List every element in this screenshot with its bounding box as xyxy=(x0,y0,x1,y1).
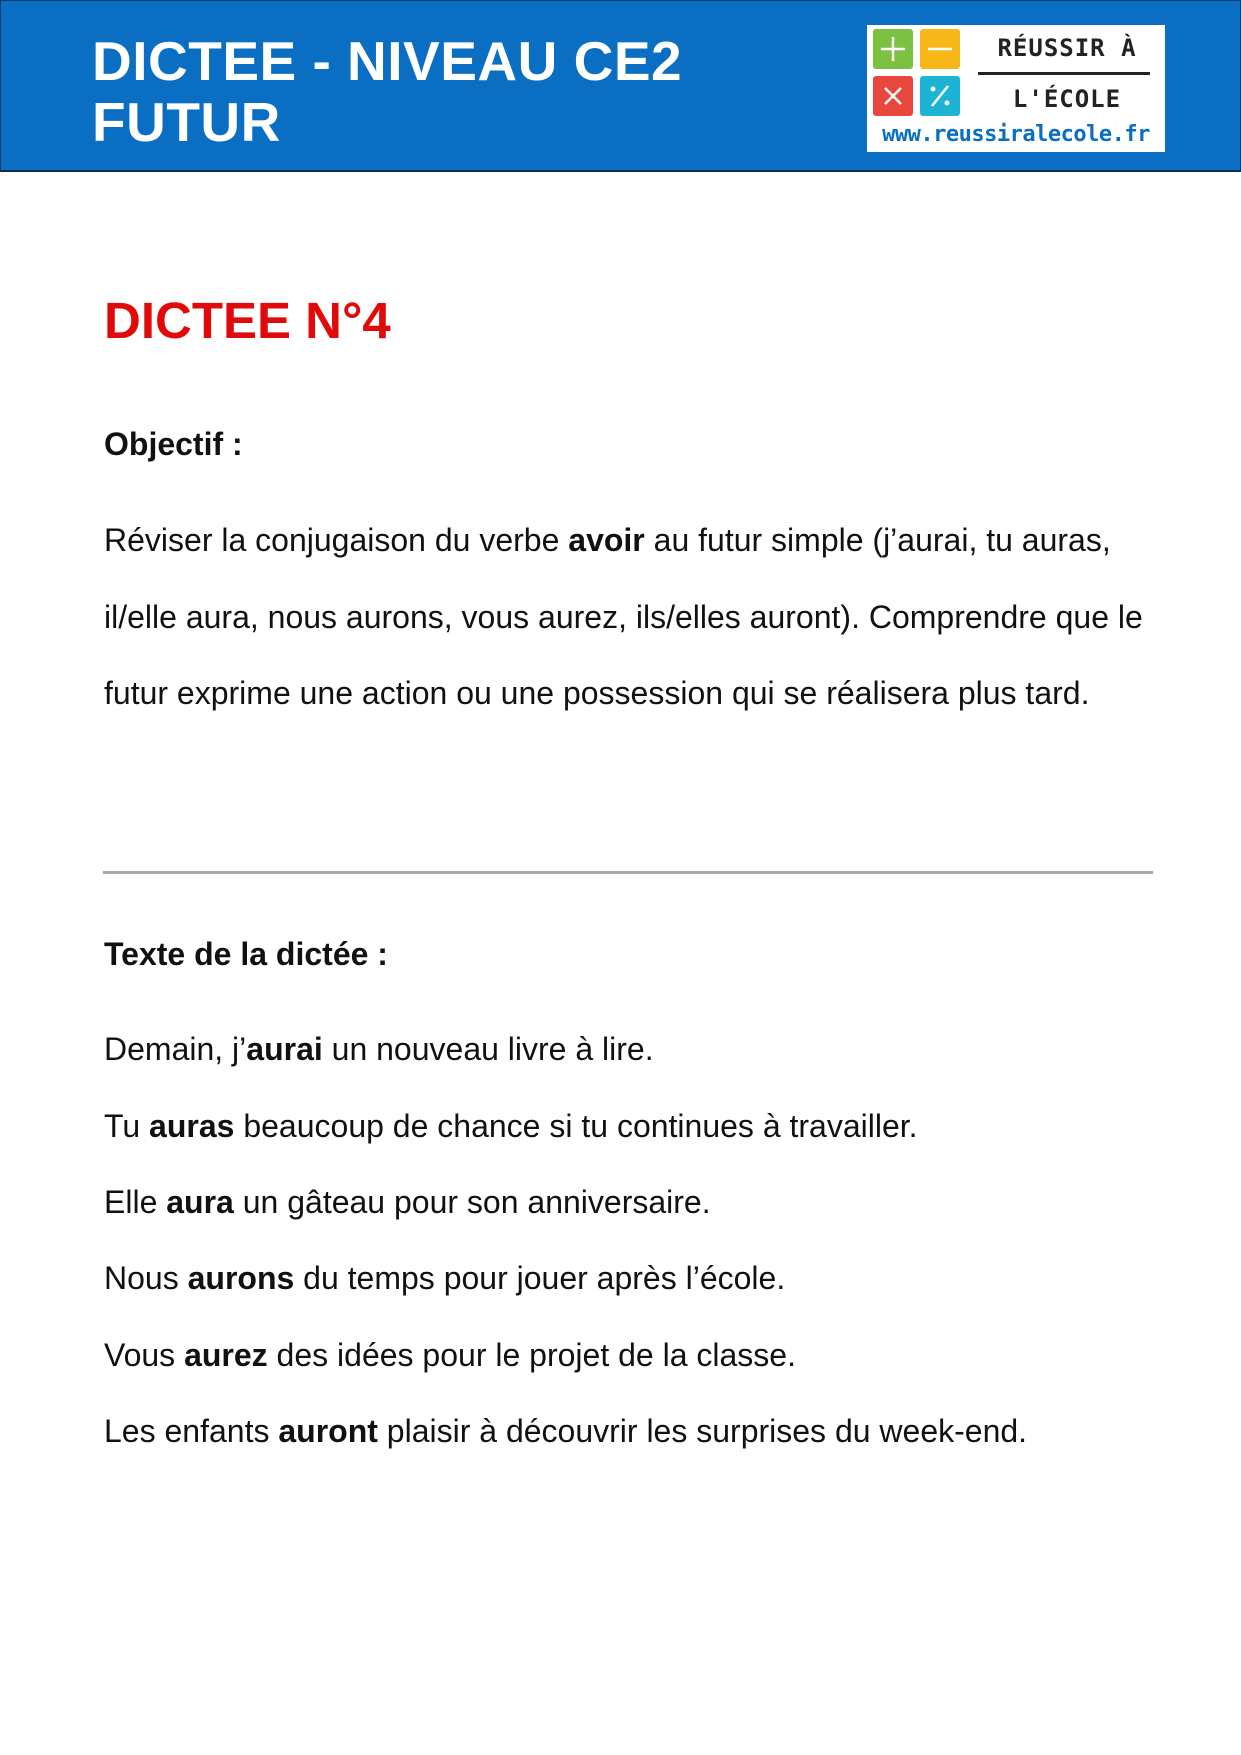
objectif-text-after: au futur simple (j’aurai, tu auras, il/elle aura, nous aurons, vous aurez, ils/elles auront). Comprendre que le futur exprime une action ou une possession qui se réalisera plus tard. xyxy=(104,522,1143,711)
plus-icon xyxy=(873,29,913,69)
objectif-label: Objectif : xyxy=(104,426,243,462)
page-header xyxy=(0,0,1241,172)
sentence-text: Demain, j’ xyxy=(104,1031,247,1067)
sentence-verb: aura xyxy=(166,1184,234,1220)
sentence-text: Tu xyxy=(104,1108,150,1144)
sentence-text: Les enfants xyxy=(104,1413,279,1449)
sentence-text: plaisir à découvrir les surprises du week-end. xyxy=(377,1413,1028,1449)
sentence-text: beaucoup de chance si tu continues à travailler. xyxy=(234,1108,918,1144)
header-title-line1: DICTEE - NIVEAU CE2 xyxy=(92,30,683,92)
sentence-verb: aurai xyxy=(246,1031,323,1067)
objectif-text-bold: avoir xyxy=(568,522,645,558)
objectif-text-before: Réviser la conjugaison du verbe xyxy=(104,522,569,558)
times-icon xyxy=(873,76,913,116)
header-title xyxy=(92,31,682,153)
sentence-verb: auras xyxy=(149,1108,235,1144)
dictee-sentence xyxy=(104,1031,654,1068)
percent-icon xyxy=(920,76,960,116)
dictee-sentence xyxy=(104,1108,918,1145)
dictee-sentence xyxy=(104,1413,1027,1450)
sentence-text: un gâteau pour son anniversaire. xyxy=(233,1184,711,1220)
minus-icon xyxy=(920,29,960,69)
sentence-text: du temps pour jouer après l’école. xyxy=(294,1260,786,1296)
sentence-verb: aurez xyxy=(184,1337,268,1373)
sentence-text: des idées pour le projet de la classe. xyxy=(267,1337,796,1373)
dictee-sentence xyxy=(104,1337,796,1374)
site-logo xyxy=(867,25,1165,152)
sentence-verb: aurons xyxy=(187,1260,295,1296)
sentence-text: Nous xyxy=(104,1260,188,1296)
sentence-text: un nouveau livre à lire. xyxy=(322,1031,654,1067)
dictee-sentence xyxy=(104,1260,785,1297)
logo-text-bottom: L'ÉCOLE xyxy=(1012,85,1122,113)
header-title-line2: FUTUR xyxy=(92,91,281,153)
logo-rule xyxy=(978,72,1150,75)
logo-text-top: RÉUSSIR À xyxy=(997,34,1137,62)
dictee-sentence xyxy=(104,1184,711,1221)
sentence-verb: auront xyxy=(278,1413,378,1449)
texte-label: Texte de la dictée : xyxy=(104,936,388,972)
sentence-text: Vous xyxy=(104,1337,185,1373)
objectif-text xyxy=(104,502,1184,732)
dictee-title: DICTEE N°4 xyxy=(104,292,391,349)
section-divider xyxy=(103,871,1153,874)
logo-url: www.reussiralecole.fr xyxy=(882,122,1150,147)
sentence-text: Elle xyxy=(104,1184,167,1220)
